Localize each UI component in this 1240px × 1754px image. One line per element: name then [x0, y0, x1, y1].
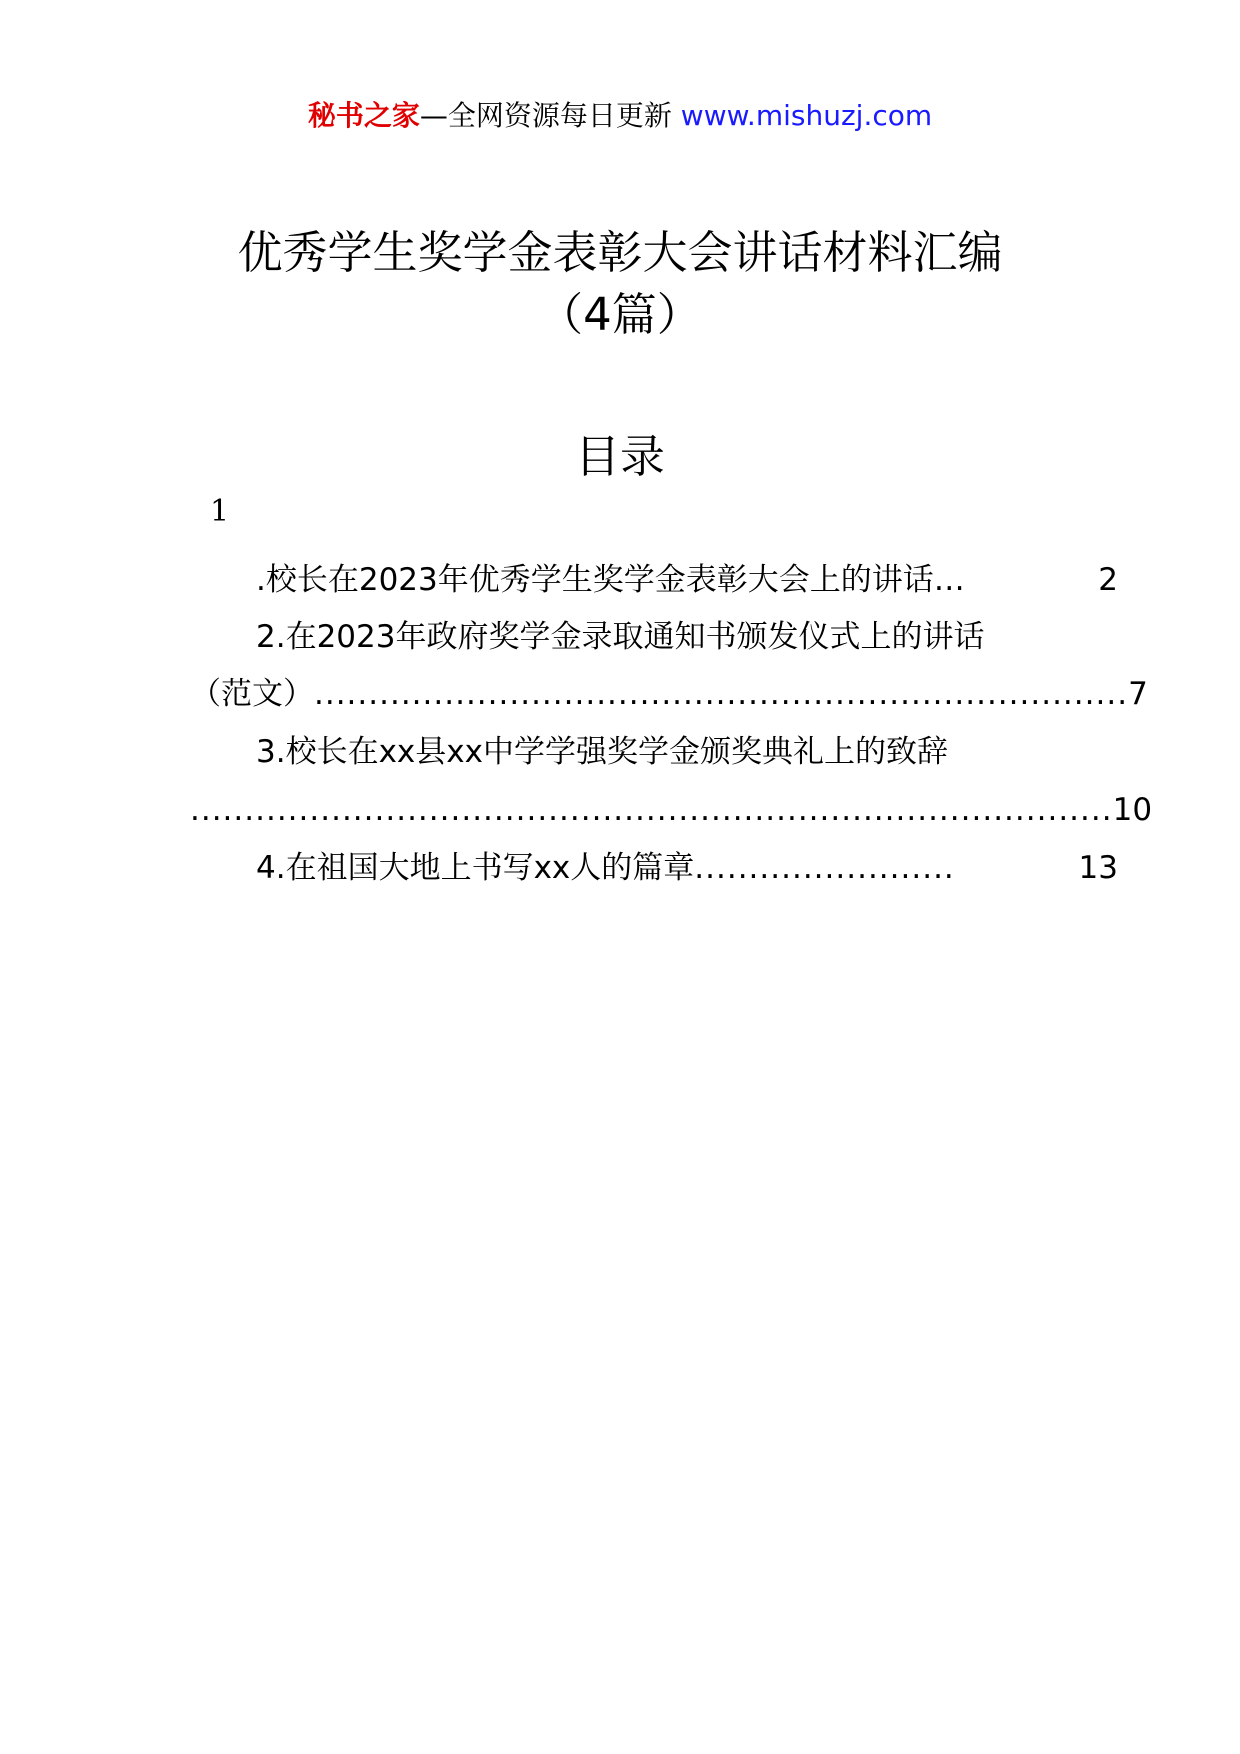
toc-entry-2-title: 2.在2023年政府奖学金录取通知书颁发仪式上的讲话: [256, 619, 985, 655]
toc-entry-3-page: 10: [1112, 792, 1153, 828]
site-url-link[interactable]: www.mishuzj.com: [680, 99, 933, 132]
toc-entry-1-leader: …: [933, 562, 966, 598]
document-title-line2: （4篇）: [538, 288, 702, 341]
toc-entry-4-page: 13: [1078, 850, 1118, 886]
toc-entry-4[interactable]: [190, 843, 1118, 893]
toc-entry-2-line1[interactable]: [190, 612, 1118, 662]
toc-entry-3-title: 3.校长在xx县xx中学学强奖学金颁奖典礼上的致辞: [256, 734, 948, 770]
toc-entry-4-leader: ........................: [694, 850, 955, 886]
toc-entry-3-line2[interactable]: [190, 785, 1153, 835]
toc-entry-1-page: 2: [1098, 562, 1118, 598]
toc-entry-4-title: 4.在祖国大地上书写xx人的篇章: [256, 850, 695, 886]
toc-entry-2-page: 7: [1128, 676, 1148, 712]
toc-stray-number: 1: [210, 494, 230, 529]
toc-entry-2-title-cont: （范文）: [190, 676, 314, 712]
toc-entry-1-title: .校长在2023年优秀学生奖学金表彰大会上的讲话: [256, 562, 934, 598]
toc-entry-2-leader: ...........................................................................: [314, 676, 1129, 712]
toc-entry-3-line1[interactable]: [190, 727, 1118, 777]
toc-heading: 目录: [574, 430, 665, 483]
site-header: [0, 94, 1240, 134]
toc-entry-3-leader: .....................................................................................: [190, 792, 1113, 828]
toc-entry-1[interactable]: [190, 555, 1118, 605]
toc-entry-2-line2[interactable]: [190, 669, 1148, 719]
header-tagline: —全网资源每日更新: [419, 99, 672, 132]
document-title-line1: 优秀学生奖学金表彰大会讲话材料汇编: [237, 226, 1003, 279]
brand-name: 秘书之家: [307, 99, 420, 132]
document-title: [0, 222, 1240, 346]
